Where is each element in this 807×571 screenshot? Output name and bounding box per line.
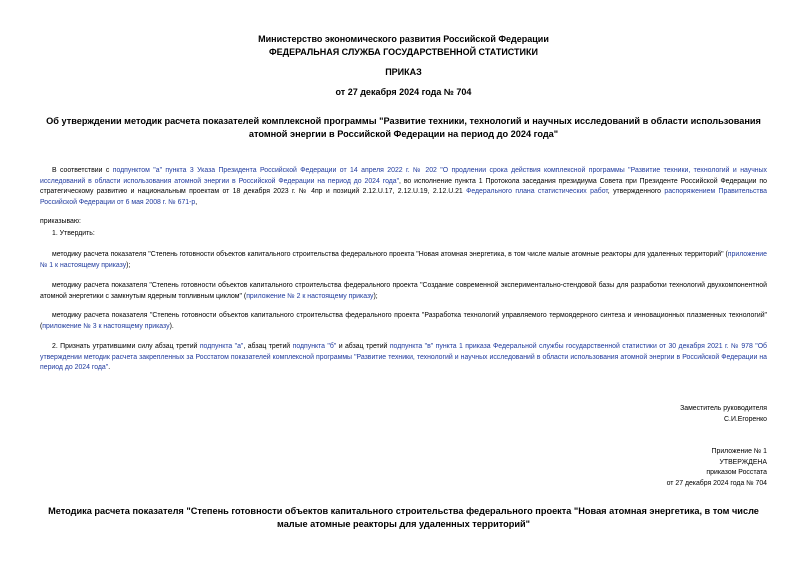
appendix-line-4: от 27 декабря 2024 года № 704 <box>666 480 767 487</box>
preamble-text-4: , <box>195 198 198 206</box>
method-1-text: методику расчета показателя "Степень готовности объектов капитального строительства федерального проекта "Новая атомная энергетика, в том числе малые атомные реакторы для удаленных территорий" ( <box>52 251 728 258</box>
method-3-end: ). <box>169 322 174 330</box>
link-subpoint-a[interactable]: подпункта "а" <box>199 343 244 350</box>
item-2-text-4: . <box>108 364 111 371</box>
method-3-paragraph <box>40 311 767 332</box>
signature-name: С.И.Егоренко <box>724 416 767 423</box>
link-stat-plan[interactable]: Федерального плана статистических работ <box>466 188 608 195</box>
ministry-name: Министерство экономического развития Российской Федерации <box>258 34 549 44</box>
link-appendix-1[interactable]: приложение № 1 к настоящему приказу <box>40 251 767 269</box>
method-3-text: методику расчета показателя "Степень готовности объектов капитального строительства федерального проекта "Разработка технологий управляемого термоядерного синтеза и инновационных плазменных технологий" ( <box>40 312 767 330</box>
doc-type: ПРИКАЗ <box>385 67 422 77</box>
link-government-order[interactable]: распоряжением Правительства Российской Федерации от 6 мая 2008 г. № 671-р <box>40 188 767 206</box>
link-subpoint-b[interactable]: подпункта "б" <box>292 343 337 350</box>
preamble-paragraph <box>40 166 767 208</box>
method-title: Методика расчета показателя "Степень готовности объектов капитального строительства федерального проекта "Новая атомная энергетика, в том числе малые атомные реакторы для удаленных территорий" <box>48 506 759 529</box>
item-2-paragraph <box>40 342 767 374</box>
preamble-text-2: , во исполнение пункта 1 Протокола заседания президиума Совета при Президенте Российской Федерации по стратегическому развитию и национальным проектам от 18 декабря 2023 г. № 4пр и позиций 2.12.U.17, 2.12.U.19, 2.12.U.21 <box>40 177 767 195</box>
link-appendix-2[interactable]: приложение № 2 к настоящему приказу <box>246 292 374 300</box>
orders-line: приказываю: <box>40 218 81 225</box>
method-2-paragraph <box>40 281 767 302</box>
method-1-paragraph <box>40 250 767 271</box>
item-1: 1. Утвердить: <box>52 230 95 237</box>
link-subpoint-v[interactable]: подпункта "в" пункта 1 приказа Федеральной службы государственной статистики от 30 декабря 2021 г. № 978 "Об утверждении методик расчета закрепленных за Росстатом показателей комплексной программы "Развитие техники, технологий и научных исследований в области использования атомной энергии в Российской Федерации на период до 2024 года" <box>40 343 768 371</box>
signature-position: Заместитель руководителя <box>680 405 767 412</box>
preamble-text-1: В соответствии с <box>52 167 113 174</box>
item-2-text-2: , абзац третий <box>243 343 293 350</box>
item-2-text-1: 2. Признать утратившими силу абзац третий <box>52 343 200 350</box>
appendix-line-2: УТВЕРЖДЕНА <box>719 459 767 466</box>
doc-title: Об утверждении методик расчета показателей комплексной программы "Развитие техники, технологий и научных исследований в области использования атомной энергии в Российской Федерации на период до 2024 года" <box>46 116 761 139</box>
link-decree[interactable]: подпунктом "а" пункта 3 Указа Президента Российской Федерации от 14 апреля 2022 г. № 202 "О продлении срока действия комплексной программы "Развитие техники, технологий и научных исследований в области использования атомной энергии в Российской Федерации на период до 2024 года" <box>40 167 767 185</box>
preamble-text-3: , утвержденного <box>607 188 665 195</box>
item-2-text-3: и абзац третий <box>336 343 390 350</box>
method-2-end: ); <box>373 292 378 300</box>
method-1-end: ); <box>126 261 131 269</box>
method-2-text: методику расчета показателя "Степень готовности объектов капитального строительства федерального проекта "Создание современной экспериментально-стендовой базы для разработки технологий двухкомпонентной атомной энергетики с замкнутым ядерным топливным циклом" ( <box>40 282 767 300</box>
appendix-line-1: Приложение № 1 <box>711 448 767 455</box>
link-appendix-3[interactable]: приложение № 3 к настоящему приказу <box>42 322 170 330</box>
appendix-line-3: приказом Росстата <box>706 469 767 476</box>
service-name: ФЕДЕРАЛЬНАЯ СЛУЖБА ГОСУДАРСТВЕННОЙ СТАТИСТИКИ <box>269 47 538 57</box>
doc-date: от 27 декабря 2024 года № 704 <box>335 87 472 97</box>
